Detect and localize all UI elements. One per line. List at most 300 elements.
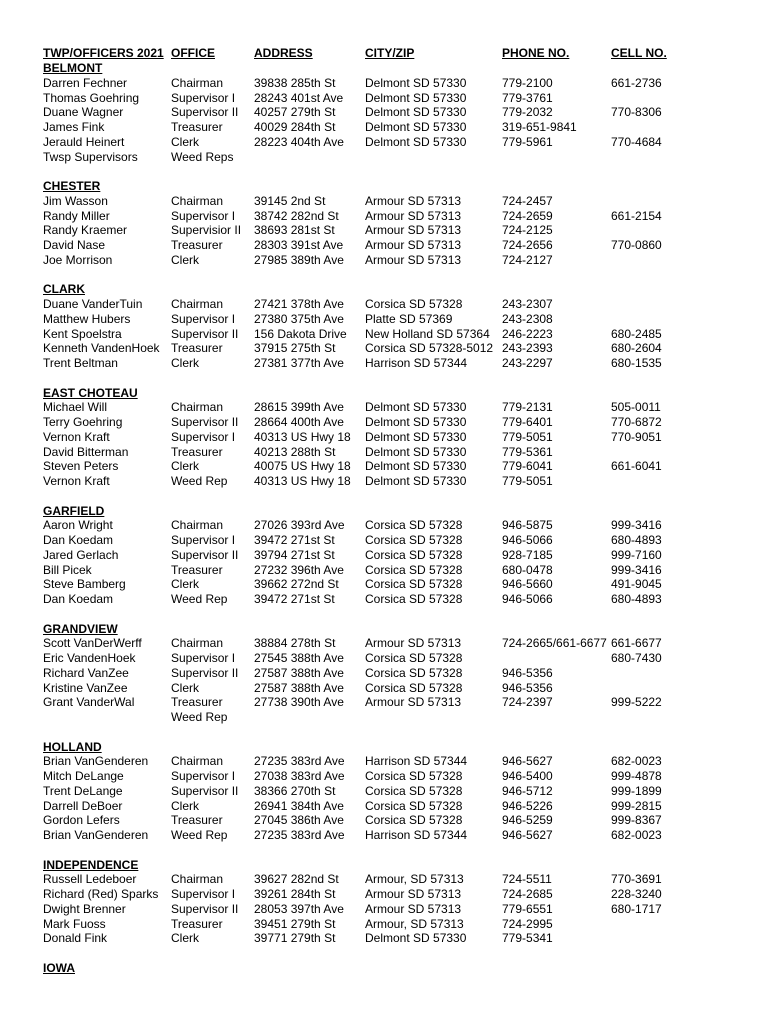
officer-name: Eric VandenHoek	[43, 651, 136, 665]
address: 28053 397th Ave	[254, 901, 344, 916]
cell-number: 682-0023	[611, 754, 662, 769]
city-zip: Harrison SD 57344	[365, 828, 468, 842]
officer-row	[0, 902, 770, 917]
phone-number: 946-5066	[502, 533, 553, 547]
officer-name: Thomas Goehring	[43, 90, 140, 105]
phone-number: 928-7185	[502, 547, 553, 562]
address: 37915 275th St	[254, 341, 336, 356]
officer-row	[0, 209, 770, 224]
cell-number: 770-8306	[611, 105, 662, 120]
city-zip: Corsica SD 57328	[365, 813, 463, 828]
address: 27587 388th Ave	[254, 665, 344, 680]
phone-number: 946-5400	[502, 769, 553, 783]
address: 27421 378th Ave	[254, 297, 344, 311]
township-name: HOLLAND	[43, 739, 102, 754]
officer-row	[0, 784, 770, 799]
cell-number: 680-4893	[611, 592, 662, 606]
officer-name: Brian VanGenderen	[43, 828, 149, 842]
officer-name: Trent DeLange	[43, 783, 123, 798]
office-title: Supervisor II	[171, 547, 239, 562]
township-name: BELMONT	[43, 61, 103, 75]
city-zip: Harrison SD 57344	[365, 754, 468, 769]
phone-number: 246-2223	[502, 326, 553, 341]
office-title: Chairman	[171, 518, 224, 533]
city-zip: Harrison SD 57344	[365, 356, 468, 370]
township-heading	[0, 740, 770, 755]
officer-name: Vernon Kraft	[43, 429, 110, 444]
office-title: Treasurer	[171, 341, 223, 356]
city-zip: Corsica SD 57328	[365, 665, 463, 680]
phone-number: 779-5961	[502, 134, 553, 149]
header-address: ADDRESS	[254, 46, 313, 60]
cell-number: 680-2485	[611, 326, 662, 341]
office-title: Clerk	[171, 134, 200, 149]
officer-name: Richard (Red) Sparks	[43, 887, 159, 901]
address: 156 Dakota Drive	[254, 326, 347, 341]
phone-number: 779-5341	[502, 931, 553, 946]
address: 28303 391st Ave	[254, 238, 344, 252]
officer-row	[0, 769, 770, 784]
cell-number: 999-3416	[611, 518, 662, 533]
cell-number: 682-0023	[611, 828, 662, 842]
header-cell: CELL NO.	[611, 46, 667, 60]
officer-row	[0, 445, 770, 460]
officer-row	[0, 76, 770, 91]
city-zip: Armour SD 57313	[365, 901, 462, 916]
address: 28615 399th Ave	[254, 400, 344, 415]
office-title: Clerk	[171, 252, 200, 267]
officer-row	[0, 887, 770, 902]
city-zip: Delmont SD 57330	[365, 931, 467, 946]
city-zip: Corsica SD 57328	[365, 577, 463, 592]
officer-row	[0, 253, 770, 268]
officer-row	[0, 577, 770, 592]
phone-number: 724-2457	[502, 193, 553, 208]
phone-number: 946-5712	[502, 783, 553, 798]
office-title: Treasurer	[171, 120, 223, 134]
officer-name: Duane Wagner	[43, 105, 124, 120]
phone-number: 779-6551	[502, 901, 553, 916]
officer-name: Grant VanderWal	[43, 695, 135, 710]
phone-number: 724-2685	[502, 887, 553, 901]
cell-number: 770-6872	[611, 415, 662, 429]
officer-row	[0, 223, 770, 238]
office-title: Supervisior II	[171, 223, 242, 238]
phone-number: 779-5361	[502, 444, 553, 459]
address: 38693 281st St	[254, 223, 335, 238]
office-title: Supervisor II	[171, 326, 239, 341]
address: 40029 284th St	[254, 120, 336, 134]
office-title: Chairman	[171, 193, 224, 208]
city-zip: Corsica SD 57328	[365, 680, 463, 695]
address: 40313 US Hwy 18	[254, 429, 351, 444]
city-zip: Armour SD 57313	[365, 695, 462, 710]
officer-row	[0, 799, 770, 814]
phone-number: 946-5875	[502, 518, 553, 533]
township-heading	[0, 622, 770, 637]
officer-name: Jerauld Heinert	[43, 134, 125, 149]
officer-name: Dan Koedam	[43, 592, 114, 606]
phone-number: 779-2100	[502, 75, 553, 90]
officer-name: Brian VanGenderen	[43, 754, 149, 769]
officer-row	[0, 120, 770, 135]
address: 27232 396th Ave	[254, 562, 344, 577]
address: 27045 386th Ave	[254, 813, 344, 828]
phone-number: 724-2659	[502, 208, 553, 223]
city-zip: Corsica SD 57328	[365, 547, 463, 562]
address: 39771 279th St	[254, 931, 336, 946]
officer-row	[0, 917, 770, 932]
officer-row	[0, 150, 770, 165]
office-title: Clerk	[171, 798, 200, 813]
phone-number: 243-2393	[502, 341, 553, 356]
office-title: Treasurer	[171, 695, 223, 710]
office-title: Clerk	[171, 680, 200, 695]
officer-row	[0, 636, 770, 651]
township-heading	[0, 386, 770, 401]
officer-row	[0, 518, 770, 533]
cell-number: 999-5222	[611, 695, 662, 710]
cell-number: 999-7160	[611, 547, 662, 562]
city-zip: Delmont SD 57330	[365, 474, 467, 488]
officer-name: Trent Beltman	[43, 356, 118, 370]
cell-number: 680-1717	[611, 901, 662, 916]
city-zip: Delmont SD 57330	[365, 90, 467, 105]
address: 39145 2nd St	[254, 193, 326, 208]
officer-name: Terry Goehring	[43, 415, 123, 429]
address: 39472 271st St	[254, 592, 335, 606]
city-zip: Armour SD 57313	[365, 238, 462, 252]
address: 27235 383rd Ave	[254, 754, 345, 769]
phone-number: 779-5051	[502, 474, 553, 488]
phone-number: 779-6401	[502, 415, 553, 429]
township-name: GRANDVIEW	[43, 621, 118, 636]
phone-number: 779-2032	[502, 105, 553, 120]
officer-name: Matthew Hubers	[43, 311, 131, 326]
cell-number: 491-9045	[611, 577, 662, 592]
city-zip: Corsica SD 57328	[365, 769, 463, 783]
address: 27587 388th Ave	[254, 680, 344, 695]
city-zip: Armour SD 57313	[365, 887, 462, 901]
office-title: Supervisor II	[171, 415, 239, 429]
city-zip: Corsica SD 57328-5012	[365, 341, 494, 356]
officer-name: Donald Fink	[43, 931, 108, 946]
phone-number: 724-2656	[502, 238, 553, 252]
address: 27380 375th Ave	[254, 311, 344, 326]
office-title: Treasurer	[171, 444, 223, 459]
city-zip: Delmont SD 57330	[365, 459, 467, 474]
address: 39472 271st St	[254, 533, 335, 547]
officer-row	[0, 813, 770, 828]
city-zip: Corsica SD 57328	[365, 798, 463, 813]
phone-number: 724-2125	[502, 223, 553, 238]
address: 38884 278th St	[254, 636, 336, 651]
city-zip: Delmont SD 57330	[365, 429, 467, 444]
officer-name: Steven Peters	[43, 459, 119, 474]
officer-row	[0, 651, 770, 666]
office-title: Treasurer	[171, 813, 223, 828]
officer-row	[0, 872, 770, 887]
township-name: EAST CHOTEAU	[43, 385, 138, 400]
cell-number: 770-4684	[611, 134, 662, 149]
city-zip: Armour, SD 57313	[365, 872, 464, 887]
office-title: Supervisor II	[171, 665, 239, 680]
address: 27235 383rd Ave	[254, 828, 345, 842]
office-title: Supervisor I	[171, 311, 236, 326]
office-title: Supervisor I	[171, 887, 236, 901]
phone-number: 680-0478	[502, 562, 553, 577]
cell-number: 999-3416	[611, 562, 662, 577]
header-phone: PHONE NO.	[502, 46, 570, 60]
cell-number: 999-2815	[611, 798, 662, 813]
officer-name: Russell Ledeboer	[43, 872, 137, 887]
cell-number: 661-2154	[611, 208, 662, 223]
officer-row	[0, 194, 770, 209]
officer-row	[0, 327, 770, 342]
column-header-row	[0, 46, 770, 61]
phone-number: 779-5051	[502, 429, 553, 444]
address: 27038 383rd Ave	[254, 769, 345, 783]
officer-row	[0, 533, 770, 548]
phone-number: 946-5356	[502, 665, 553, 680]
phone-number: 779-6041	[502, 459, 553, 474]
office-title: Weed Rep	[171, 592, 228, 606]
officer-row	[0, 548, 770, 563]
office-title: Chairman	[171, 400, 224, 415]
cell-number: 661-2736	[611, 75, 662, 90]
office-title: Supervisor I	[171, 533, 236, 547]
township-name: IOWA	[43, 960, 75, 975]
officer-row	[0, 415, 770, 430]
city-zip: Armour SD 57313	[365, 252, 462, 267]
officer-name: Mitch DeLange	[43, 769, 124, 783]
header-twp-officers: TWP/OFFICERS 2021	[43, 46, 164, 60]
office-title: Supervisor I	[171, 651, 236, 665]
officer-row	[0, 666, 770, 681]
cell-number: 680-2604	[611, 341, 662, 356]
officer-name: Gordon Lefers	[43, 813, 120, 828]
township-name: INDEPENDENCE	[43, 857, 139, 872]
officer-row	[0, 105, 770, 120]
officer-name: Kristine VanZee	[43, 680, 128, 695]
officer-row	[0, 400, 770, 415]
officer-name: Darrell DeBoer	[43, 798, 123, 813]
address: 28243 401st Ave	[254, 90, 344, 105]
officer-row	[0, 238, 770, 253]
office-title: Supervisor I	[171, 208, 236, 223]
phone-number: 319-651-9841	[502, 120, 577, 134]
address: 39662 272nd St	[254, 577, 339, 592]
township-name: CLARK	[43, 282, 85, 297]
officer-name: Vernon Kraft	[43, 474, 110, 488]
officer-row	[0, 312, 770, 327]
officer-row	[0, 474, 770, 489]
officer-name: Twsp Supervisors	[43, 149, 138, 164]
phone-number: 946-5066	[502, 592, 553, 606]
officer-name: Jared Gerlach	[43, 547, 119, 562]
officer-name: Duane VanderTuin	[43, 297, 143, 311]
office-title: Supervisor I	[171, 90, 236, 105]
phone-number: 724-2127	[502, 252, 553, 267]
office-title: Chairman	[171, 75, 224, 90]
address: 39838 285th St	[254, 75, 336, 90]
officer-row	[0, 135, 770, 150]
officer-name: Steve Bamberg	[43, 577, 126, 592]
address: 28223 404th Ave	[254, 134, 344, 149]
officer-name: Aaron Wright	[43, 518, 113, 533]
phone-number: 724-2397	[502, 695, 553, 710]
city-zip: New Holland SD 57364	[365, 326, 490, 341]
city-zip: Armour SD 57313	[365, 636, 462, 651]
city-zip: Delmont SD 57330	[365, 415, 467, 429]
officer-name: James Fink	[43, 120, 105, 134]
phone-number: 243-2307	[502, 297, 553, 311]
address: 40075 US Hwy 18	[254, 459, 351, 474]
officer-row	[0, 695, 770, 710]
cell-number: 505-0011	[611, 400, 661, 415]
office-title: Treasurer	[171, 562, 223, 577]
city-zip: Armour SD 57313	[365, 208, 462, 223]
address: 28664 400th Ave	[254, 415, 344, 429]
office-title: Treasurer	[171, 916, 223, 931]
township-name: GARFIELD	[43, 503, 105, 518]
officer-name: Richard VanZee	[43, 665, 129, 680]
office-title: Chairman	[171, 754, 224, 769]
address: 26941 384th Ave	[254, 798, 344, 813]
office-title: Weed Rep	[171, 710, 228, 724]
phone-number: 724-2995	[502, 916, 553, 931]
phone-number: 946-5627	[502, 754, 553, 769]
office-title: Supervisor I	[171, 429, 236, 444]
city-zip: Delmont SD 57330	[365, 120, 467, 134]
office-title: Clerk	[171, 931, 200, 946]
city-zip: Corsica SD 57328	[365, 592, 463, 606]
officer-name: Kent Spoelstra	[43, 326, 122, 341]
officer-row	[0, 681, 770, 696]
office-title: Clerk	[171, 356, 200, 370]
office-title: Supervisor II	[171, 105, 239, 120]
officer-name: Dan Koedam	[43, 533, 114, 547]
city-zip: Delmont SD 57330	[365, 75, 467, 90]
office-title: Supervisor II	[171, 901, 239, 916]
office-title: Weed Rep	[171, 474, 228, 488]
officer-row	[0, 356, 770, 371]
phone-number: 779-3761	[502, 90, 553, 105]
phone-number: 243-2297	[502, 356, 553, 370]
city-zip: Delmont SD 57330	[365, 400, 467, 415]
address: 40213 288th St	[254, 444, 336, 459]
address: 38742 282nd St	[254, 208, 339, 223]
city-zip: Armour, SD 57313	[365, 916, 464, 931]
officer-name: Bill Picek	[43, 562, 92, 577]
cell-number: 661-6041	[611, 459, 662, 474]
township-heading	[0, 179, 770, 194]
phone-number: 946-5660	[502, 577, 553, 592]
header-city-zip: CITY/ZIP	[365, 46, 415, 60]
officer-row	[0, 592, 770, 607]
phone-number: 946-5356	[502, 680, 553, 695]
address: 39261 284th St	[254, 887, 336, 901]
officer-name: Darren Fechner	[43, 75, 128, 90]
address: 27381 377th Ave	[254, 356, 344, 370]
city-zip: Corsica SD 57328	[365, 518, 463, 533]
city-zip: Delmont SD 57330	[365, 105, 467, 120]
address: 40313 US Hwy 18	[254, 474, 351, 488]
officer-row	[0, 710, 770, 725]
city-zip: Platte SD 57369	[365, 311, 453, 326]
officer-name: Kenneth VandenHoek	[43, 341, 160, 356]
address: 39627 282nd St	[254, 872, 339, 887]
officer-row	[0, 297, 770, 312]
cell-number: 770-0860	[611, 238, 662, 252]
officer-row	[0, 91, 770, 106]
city-zip: Corsica SD 57328	[365, 533, 463, 547]
city-zip: Corsica SD 57328	[365, 297, 463, 311]
officer-row	[0, 828, 770, 843]
officer-name: Dwight Brenner	[43, 901, 126, 916]
address: 27026 393rd Ave	[254, 518, 345, 533]
cell-number: 680-1535	[611, 356, 662, 370]
cell-number: 228-3240	[611, 887, 662, 901]
office-title: Supervisor I	[171, 769, 236, 783]
phone-number: 946-5259	[502, 813, 553, 828]
township-heading	[0, 858, 770, 873]
township-heading	[0, 61, 770, 76]
officer-name: David Bitterman	[43, 444, 129, 459]
cell-number: 999-8367	[611, 813, 662, 828]
phone-number: 946-5627	[502, 828, 553, 842]
address: 39451 279th St	[254, 916, 336, 931]
officer-row	[0, 341, 770, 356]
city-zip: Corsica SD 57328	[365, 562, 463, 577]
cell-number: 680-4893	[611, 533, 662, 547]
city-zip: Corsica SD 57328	[365, 783, 463, 798]
address: 27738 390th Ave	[254, 695, 344, 710]
officer-row	[0, 430, 770, 445]
office-title: Chairman	[171, 872, 224, 887]
officer-row	[0, 754, 770, 769]
city-zip: Delmont SD 57330	[365, 444, 467, 459]
address: 40257 279th St	[254, 105, 336, 120]
officer-row	[0, 931, 770, 946]
header-office: OFFICE	[171, 46, 215, 60]
office-title: Chairman	[171, 636, 224, 651]
office-title: Clerk	[171, 577, 200, 592]
officer-name: Jim Wasson	[43, 193, 108, 208]
city-zip: Armour SD 57313	[365, 223, 462, 238]
cell-number: 680-7430	[611, 651, 662, 665]
city-zip: Armour SD 57313	[365, 193, 462, 208]
cell-number: 999-4878	[611, 769, 662, 783]
city-zip: Corsica SD 57328	[365, 651, 463, 665]
phone-number: 946-5226	[502, 798, 553, 813]
cell-number: 770-3691	[611, 872, 662, 887]
phone-number: 724-2665/661-6677	[502, 636, 607, 651]
office-title: Supervisor II	[171, 783, 239, 798]
township-name: CHESTER	[43, 179, 101, 193]
township-heading	[0, 504, 770, 519]
cell-number: 661-6677	[611, 636, 662, 651]
phone-number: 779-2131	[502, 400, 553, 415]
cell-number: 999-1899	[611, 783, 662, 798]
address: 39794 271st St	[254, 547, 335, 562]
officer-row	[0, 459, 770, 474]
office-title: Weed Rep	[171, 828, 228, 842]
address: 38366 270th St	[254, 783, 336, 798]
officer-name: Randy Miller	[43, 208, 110, 223]
address: 27545 388th Ave	[254, 651, 344, 665]
officer-name: Scott VanDerWerff	[43, 636, 142, 651]
